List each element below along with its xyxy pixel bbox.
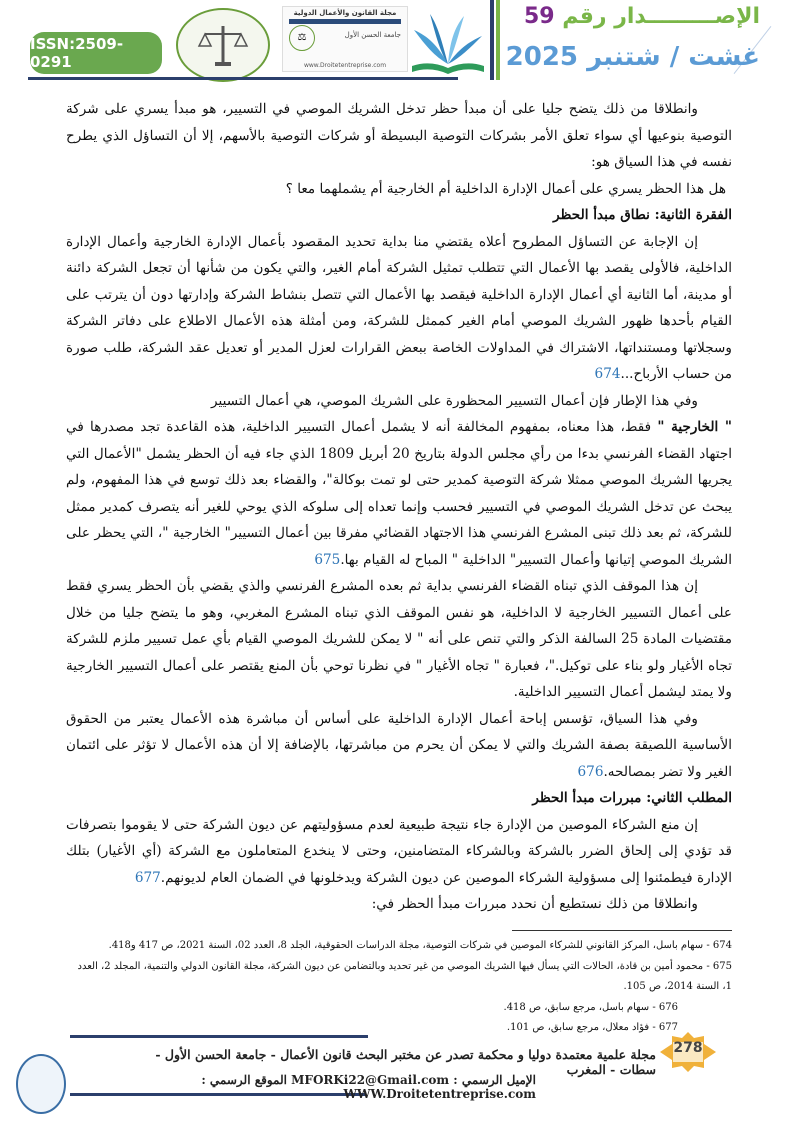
header-divider — [496, 0, 500, 80]
paragraph: وانطلاقا من ذلك يتضح جليا على أن مبدأ حظر تدخل الشريك الموصي في التسيير، هو مبدأ يسري على شركة التوصية بنوعيها أي سواء تعلق الأمر بشركات التوصية البسيطة أو شركات التوصية بالأسهم، إلا أن التساؤل الذي يطرح نفسه في هذا السياق هو: — [66, 101, 732, 170]
issue-number: 59 — [523, 4, 555, 29]
footnote-ref[interactable]: 675 — [314, 551, 341, 568]
banner-bar — [289, 19, 401, 24]
footnote: 676 - سهام باسل، مرجع سابق، ص 418. — [503, 1001, 678, 1013]
paragraph — [66, 812, 732, 892]
footnote: 674 - سهام باسل، المركز القانوني للشركاء الموصين في شركات التوصية، مجلة الدراسات الحقوقية، الجلد 8، العدد 02، السنة 2021، ص 417 و418. — [108, 940, 732, 951]
journal-banner — [282, 6, 408, 72]
footnote: 675 - محمود أمين بن قادة، الحالات التي يسأل فيها الشريك الموصي من غير تحديد وبالتضامن عن ديون الشركة، مجلة القانون الدولي والتنمية، المجلد 2، العدد 1، السنة 2014، ص 105. — [77, 960, 732, 992]
footnotes — [66, 936, 732, 1039]
lab-seal-logo — [176, 8, 270, 82]
header-divider — [490, 0, 494, 80]
emphasis: " الخارجية " — [657, 419, 732, 435]
article-body — [66, 96, 732, 918]
section-heading: الفقرة الثانية: نطاق مبدأ الحظر — [553, 207, 732, 223]
footer-contact — [116, 1073, 536, 1101]
mini-seal-icon: ⚖ — [289, 25, 315, 51]
page-number: 278 — [673, 1040, 703, 1056]
paragraph: وفي هذا الإطار فإن أعمال التسيير المحظورة على الشريك الموصي، هي أعمال التسيير — [211, 392, 698, 409]
author-stamp — [16, 1054, 66, 1114]
issn-badge: ISSN:2509-0291 — [30, 32, 162, 74]
site-label: الموقع الرسمي : — [201, 1073, 287, 1087]
paragraph-text: وفي هذا السياق، تؤسس إباحة أعمال الإدارة الداخلية على أساس أن مباشرة هذه الأعمال يعتبر من الحقوق الأساسية اللصيقة بصفة الشريك والتي لا يمكن أن يحرم من مباشرتها، بالإضافة إلا أن هذه الأعمال لا تؤثر على ائتمان الغير ولا تضر بمصالحه. — [66, 710, 732, 780]
footnote-ref[interactable]: 677 — [134, 869, 161, 886]
paragraph: إن هذا الموقف الذي تبناه القضاء الفرنسي بداية ثم بعده المشرع الفرنسي والذي يقضي بأن الحظر يسري فقط على أعمال التسيير الخارجية لا الداخلية، هو نفس الموقف الذي تبناه المشرع المغربي، وهو ما يتضح جليا من خلال مقتضيات المادة 25 السالفة الذكر والتي تنص على أنه " لا يمكن للشريك الموصي القيام بأي عمل تسيير ملزم للشركة تجاه الأغيار ولو بناء على توكيل."، فعبارة " تجاه الأغيار " في نظرنا توحي بأن المنع يقتصر على أعمال التسيير الخارجية ولا يمتد ليشمل أعمال التسيير الداخلية. — [66, 578, 733, 700]
footnote-separator — [512, 930, 732, 931]
issue-title — [524, 4, 760, 29]
question: هل هذا الحظر يسري على أعمال الإدارة الداخلية أم الخارجية أم يشملهما معا ؟ — [285, 180, 726, 197]
paragraph — [66, 414, 732, 573]
banner-title: مجلة القانون والأعمال الدولية — [293, 9, 397, 17]
scales-icon — [193, 20, 253, 70]
paragraph: وانطلاقا من ذلك نستطيع أن نحدد مبررات مبدأ الحظر في: — [371, 896, 698, 912]
website-link[interactable]: WWW.Droitetentreprise.com — [343, 1087, 536, 1101]
header-rule — [28, 77, 458, 80]
footer-journal-line: مجلة علمية معتمدة دوليا و محكمة تصدر عن مختبر البحث قانون الأعمال - جامعة الحسن الأول - سطات - المغرب — [155, 1047, 656, 1077]
banner-url: www.Droitetentreprise.com — [303, 62, 387, 69]
paragraph-text: إن منع الشركاء الموصين من الإدارة جاء نتيجة طبيعية لعدم مسؤوليتهم عن ديون الشركة حتى لا يقوموا بتصرفات قد تؤدي إلى إلحاق الضرر بالشركة وبالشركاء المتضامنين، وحتى لا ينخدع المتعاملون مع الشركة (أي الأغيار) بتلك الإدارة فيطمئنوا إلى مسؤولية الشركاء الموصين عن ديون الشركة ويدخلونها في الضمان العام لديونهم. — [66, 816, 732, 886]
paragraph-text: إن الإجابة عن التساؤل المطروح أعلاه يقتضي منا بداية تحديد المقصود بأعمال الإدارة الخارجية وأعمال الإدارة الداخلية، فالأولى يقصد بها الأعمال التي تتطلب تمثيل الشركة أمام الغير، والتي يكون من شأنها أن تجعل الشركة دائنة أو مدينة، أما الثانية أي أعمال الإدارة الداخلية فيقصد بها الأعمال التي تتصل بنشاط الشركة وإدارتها دون أن يترتب على القيام بأحدها ظهور الشريك الموصي أمام الغير كممثل للشركة، ومن أمثلة هذه الأعمال الاطلاع على دفاتر الشركة وسجلاتها ومستنداتها، الاشتراك في المداولات الخاصة ببعض القرارات لعزل المدير أو تعديل عقد الشركة، طلب صورة من حساب الأرباح... — [66, 233, 733, 382]
book-logo-icon — [408, 6, 488, 78]
banner-university: جامعة الحسن الأول — [344, 31, 401, 39]
paragraph-text: فقط، هذا معناه، بمفهوم المخالفة أنه لا يشمل أعمال التسيير الداخلية، هذه القاعدة تجد مصدرها في اجتهاد القضاء الفرنسي بدءا من رأي مجلس الدولة بتاريخ 20 أبريل 1809 الذي جاء فيه أن الحظر يشمل "الأعمال التي يجريها الشريك الموصي ممثلا شركة التوصية كمدير حتى لو تمت بوكالة"، والقضاء بعد ذلك توسع في هذا المفهوم، ولم يبحث عن تدخل الشريك الموصي في التسيير فحسب وإنما تعداه إلى سلوكه الذي يوحي للغير أنه يتصرف كمدير ممثل للشركة، ثم بعد ذلك تبنى المشرع الفرنسي هذا الاجتهاد القضائي مفرقا بين أعمال التسيير" الخارجية "، التي يحظر على الشريك الموصي إتيانها وأعمال التسيير" الداخلية " المباح له القيام بها. — [66, 419, 732, 568]
footnote-ref[interactable]: 674 — [594, 366, 621, 382]
section-heading: المطلب الثاني: مبررات مبدأ الحظر — [532, 790, 732, 806]
footnote: 677 - فؤاد معلال، مرجع سابق، ص 101. — [506, 1022, 678, 1033]
issue-date: غشت / شتنبر 2025 — [505, 42, 760, 72]
footnote-ref[interactable]: 676 — [577, 763, 604, 780]
page-header — [0, 0, 794, 80]
email-link[interactable]: MFORKi22@Gmail.com — [291, 1073, 450, 1087]
issue-label: الإصـــــــــدار رقم — [562, 4, 760, 29]
paragraph — [66, 706, 732, 786]
footer-rule — [70, 1035, 368, 1038]
email-label: الإميل الرسمي : — [453, 1073, 536, 1087]
paragraph — [66, 229, 732, 388]
